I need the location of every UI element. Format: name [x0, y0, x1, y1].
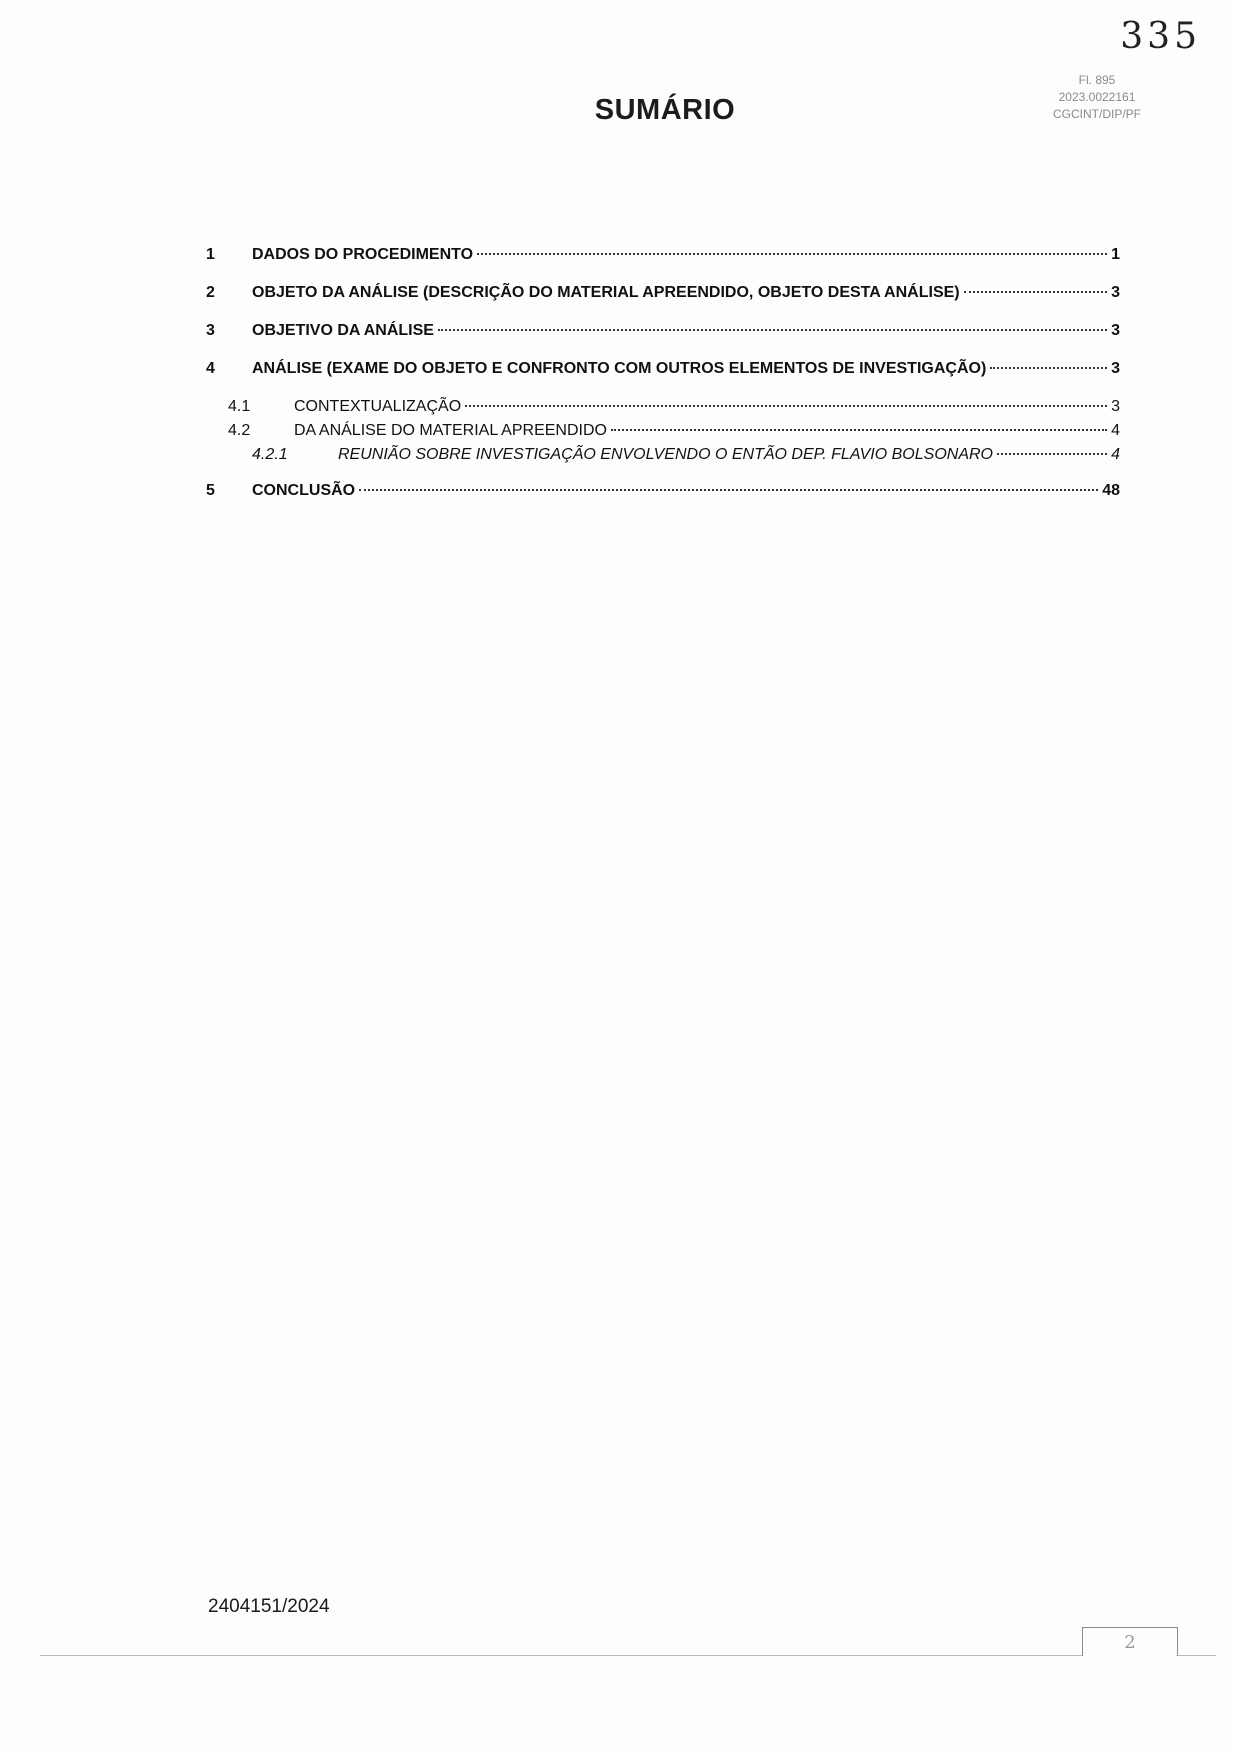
toc-entry-4-1[interactable]: [206, 396, 1120, 420]
footer-rule-right: [1176, 1655, 1216, 1656]
toc-entry-page: 3: [1111, 360, 1120, 377]
toc-entry-label: ANÁLISE (EXAME DO OBJETO E CONFRONTO COM OUTROS ELEMENTOS DE INVESTIGAÇÃO): [252, 360, 987, 377]
toc-entry-number: 5: [206, 482, 215, 499]
dot-leader: [611, 429, 1107, 431]
toc-entry-number: 4.2: [228, 422, 251, 439]
toc-entry-number: 1: [206, 246, 215, 263]
toc-entry-2[interactable]: [206, 282, 1120, 320]
folio-number: 335: [1120, 16, 1201, 57]
stamp-line-sheet: Fl. 895: [1078, 73, 1116, 87]
page-number-box: [1082, 1627, 1178, 1656]
toc-entry-number: 4.1: [228, 398, 251, 415]
dot-leader: [477, 253, 1107, 255]
toc-entry-4-2[interactable]: [206, 420, 1120, 444]
dot-leader: [997, 453, 1107, 455]
toc-entry-label: OBJETO DA ANÁLISE (DESCRIÇÃO DO MATERIAL APREENDIDO, OBJETO DESTA ANÁLISE): [252, 284, 960, 301]
toc-entry-label: CONTEXTUALIZAÇÃO: [294, 398, 462, 415]
toc-entry-page: 3: [1111, 284, 1120, 301]
page-title: SUMÁRIO: [594, 94, 736, 126]
toc-entry-number: 4.2.1: [252, 446, 288, 463]
toc-entry-5[interactable]: [206, 480, 1120, 518]
toc-entry-page: 1: [1111, 246, 1120, 263]
toc-entry-page: 4: [1111, 422, 1120, 439]
footer-rule: [40, 1655, 1082, 1656]
toc-entry-label: CONCLUSÃO: [252, 482, 356, 499]
page-number: 2: [1124, 1632, 1136, 1653]
dot-leader: [990, 367, 1107, 369]
toc-entry-page: 48: [1102, 482, 1120, 499]
document-number: 2404151/2024: [208, 1596, 330, 1617]
toc-entry-label: OBJETIVO DA ANÁLISE: [252, 322, 434, 339]
toc-entry-number: 4: [206, 360, 215, 377]
toc-entry-3[interactable]: [206, 320, 1120, 358]
toc-entry-number: 2: [206, 284, 215, 301]
toc-entry-page: 3: [1111, 322, 1120, 339]
toc-entry-1[interactable]: [206, 244, 1120, 282]
stamp-line-unit: CGCINT/DIP/PF: [1052, 107, 1141, 121]
toc-entry-number: 3: [206, 322, 215, 339]
stamp-line-process: 2023.0022161: [1058, 90, 1136, 104]
dot-leader: [438, 329, 1107, 331]
toc-entry-label: DADOS DO PROCEDIMENTO: [252, 246, 474, 263]
dot-leader: [359, 489, 1098, 491]
toc-entry-label: DA ANÁLISE DO MATERIAL APREENDIDO: [294, 422, 607, 439]
toc-entry-4-2-1[interactable]: [206, 444, 1120, 480]
toc-entry-label: REUNIÃO SOBRE INVESTIGAÇÃO ENVOLVENDO O ENTÃO DEP. FLAVIO BOLSONARO: [338, 446, 993, 463]
table-of-contents: [206, 244, 1120, 518]
toc-entry-4[interactable]: [206, 358, 1120, 396]
toc-entry-page: 3: [1111, 398, 1120, 415]
dot-leader: [465, 405, 1107, 407]
dot-leader: [964, 291, 1107, 293]
toc-entry-page: 4: [1111, 446, 1120, 463]
